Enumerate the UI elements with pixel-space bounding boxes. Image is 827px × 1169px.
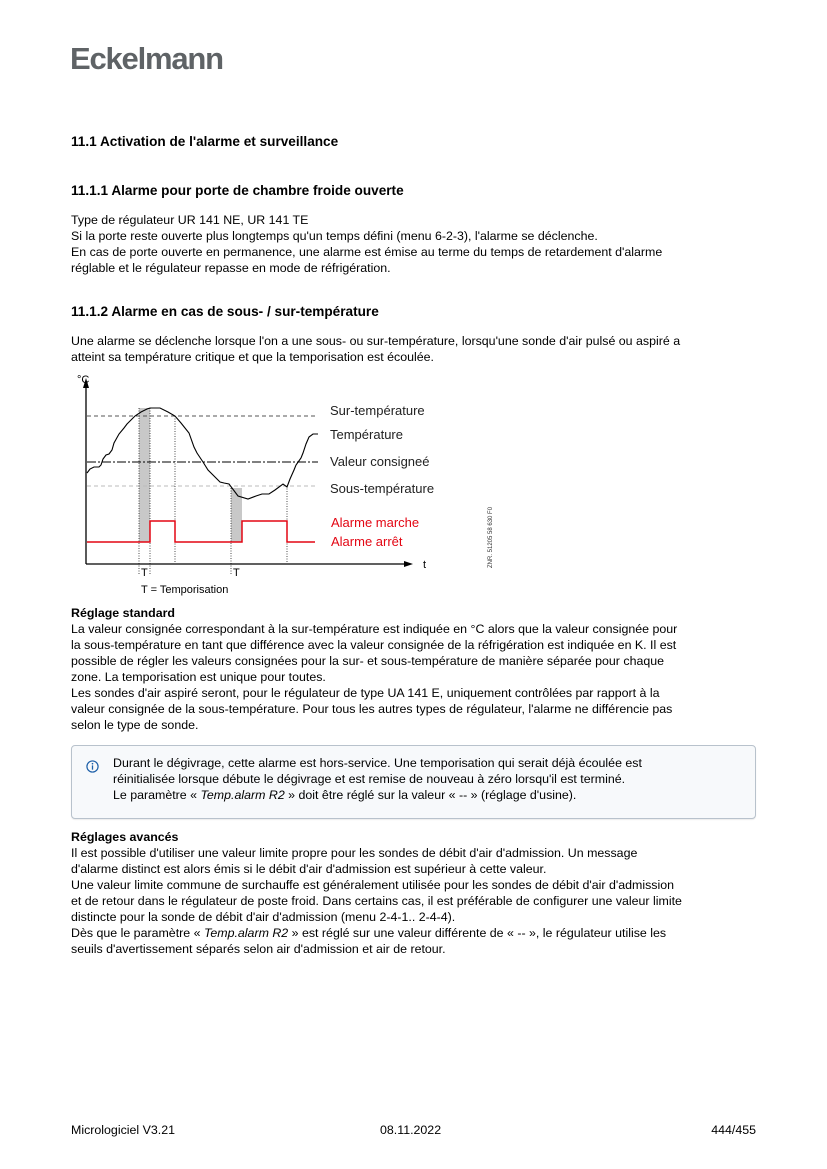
text-line: Le paramètre « Temp.alarm R2 » doit être réglé sur la valeur « -- » (réglage d'usine).: [113, 788, 577, 802]
text-line: La valeur consignée correspondant à la sur-température est indiquée en °C alors que la valeur consignée pour: [71, 622, 678, 636]
text-line: Durant le dégivrage, cette alarme est hors-service. Une temporisation qui serait déjà écoulée est: [113, 756, 642, 770]
subsection-heading-door-alarm: 11.1.1 Alarme pour porte de chambre froide ouverte: [71, 183, 404, 198]
advanced-settings-title: Réglages avancés: [71, 830, 179, 844]
temperature-alarm-intro: [71, 333, 761, 365]
subsection-heading-temperature-alarm: 11.1.2 Alarme en cas de sous- / sur-température: [71, 304, 379, 319]
text-line: la sous-température en tant que différence avec la valeur consignée de la réfrigération est indiquée en K. Il est: [71, 638, 677, 652]
t-marker-2: T: [233, 567, 240, 579]
alarm-signal: [87, 521, 315, 542]
text-line: Type de régulateur UR 141 NE, UR 141 TE: [71, 213, 309, 227]
parameter-name: Temp.alarm R2: [200, 788, 285, 802]
text-line: Si la porte reste ouverte plus longtemps qu'un temps défini (menu 6-2-3), l'alarme se déclenche.: [71, 229, 598, 243]
temperature-alarm-diagram: [60, 365, 500, 600]
text-line: zone. La temporisation est unique pour toutes.: [71, 670, 326, 684]
text-line: d'alarme distinct est alors émis si le débit d'air d'admission est supérieur à cette valeur.: [71, 862, 547, 876]
text-line: atteint sa température critique et que la temporisation est écoulée.: [71, 350, 434, 364]
text-line: selon le type de sonde.: [71, 718, 199, 732]
info-note-text: [113, 755, 743, 803]
standard-settings: [71, 605, 761, 733]
text-line: distincte pour la sonde de débit d'air d'admission (menu 2-4-1.. 2-4-4).: [71, 910, 456, 924]
text-line: réinitialisée lorsque débute le dégivrage et est remise de nouveau à zéro lorsqu'il est terminé.: [113, 772, 626, 786]
text-line: seuils d'avertissement séparés selon air d'admission et air de retour.: [71, 942, 446, 956]
advanced-settings: [71, 829, 761, 957]
y-axis-label: °C: [77, 374, 90, 386]
text-line: Une alarme se déclenche lorsque l'on a une sous- ou sur-température, lorsqu'une sonde d'air pulsé ou aspiré a: [71, 334, 681, 348]
text-line: valeur consignée de la sous-température. Pour tous les autres types de régulateur, l'alarme ne différencie pas: [71, 702, 673, 716]
text-line: possible de régler les valeurs consignées pour la sur- et sous-température de manière séparée pour chaque: [71, 654, 665, 668]
label-setpoint: Valeur consigneé: [330, 454, 430, 469]
text-line: Une valeur limite commune de surchauffe est généralement utilisée pour les sondes de débit d'air d'admission: [71, 878, 675, 892]
text-line: et de retour dans le régulateur de poste froid. Dans certains cas, il est préférable de configurer une valeur limite: [71, 894, 682, 908]
text-line: En cas de porte ouverte en permanence, une alarme est émise au terme du temps de retardement d'alarme: [71, 245, 663, 259]
label-under-temp: Sous-température: [330, 481, 435, 496]
door-alarm-paragraph: [71, 212, 761, 276]
footer-firmware-version: Micrologiciel V3.21: [71, 1123, 175, 1137]
delay-band-1: [139, 408, 150, 542]
info-note-box: [71, 745, 756, 819]
text-line: Il est possible d'utiliser une valeur limite propre pour les sondes de débit d'air d'admission. Un message: [71, 846, 638, 860]
footer-page-number: 444/455: [711, 1123, 756, 1137]
info-icon: [86, 760, 99, 773]
text-line: Les sondes d'air aspiré seront, pour le régulateur de type UA 141 E, uniquement contrôlées par rapport à la: [71, 686, 660, 700]
t-marker-1: T: [141, 567, 148, 579]
delay-band-2: [231, 488, 242, 542]
section-heading: 11.1 Activation de l'alarme et surveillance: [71, 134, 339, 149]
label-temperature: Température: [330, 427, 403, 442]
text-line: réglable et le régulateur repasse en mode de réfrigération.: [71, 261, 391, 275]
text-line: Dès que le paramètre « Temp.alarm R2 » est réglé sur une valeur différente de « -- », le régulateur utilise les: [71, 926, 667, 940]
eckelmann-logo: Eckelmann: [70, 41, 223, 76]
footer-date: 08.11.2022: [380, 1123, 442, 1137]
label-over-temp: Sur-température: [330, 403, 425, 418]
standard-settings-title: Réglage standard: [71, 606, 175, 620]
drawing-number: ZNR. 51205 58 630 F0: [488, 506, 494, 568]
label-alarm-off: Alarme arrêt: [331, 534, 403, 549]
x-axis-arrow: [404, 561, 413, 567]
temperature-curve: [87, 408, 318, 499]
diagram-legend: T = Temporisation: [141, 584, 229, 596]
x-axis-label: t: [423, 559, 427, 571]
parameter-name: Temp.alarm R2: [203, 926, 289, 940]
label-alarm-on: Alarme marche: [331, 515, 420, 530]
